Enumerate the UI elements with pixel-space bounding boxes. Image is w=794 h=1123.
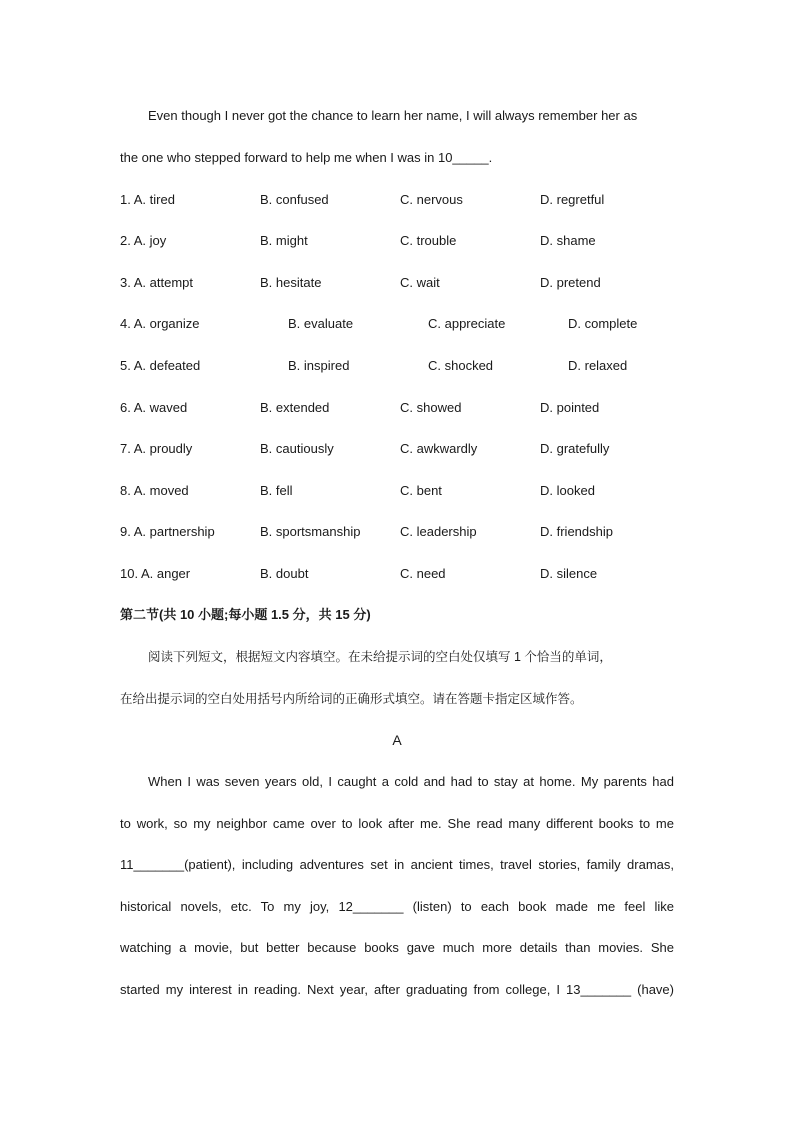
option-c: C. leadership [400, 524, 477, 539]
section-heading: 第二节(共 10 小题;每小题 1.5 分，共 15 分) [120, 607, 371, 622]
option-d: D. pretend [540, 275, 601, 290]
option-d: D. friendship [540, 524, 613, 539]
option-b: B. extended [260, 400, 330, 415]
question-options-row [120, 315, 680, 333]
option-b: B. inspired [288, 358, 350, 373]
passage-line: Even though I never got the chance to learn her name, I will always remember her as [148, 108, 638, 123]
option-c: C. nervous [400, 192, 463, 207]
option-d: D. pointed [540, 400, 600, 415]
option-c: C. need [400, 566, 446, 581]
option-a: 4. A. organize [120, 316, 200, 331]
instruction-line: 阅读下列短文，根据短文内容填空。在未给提示词的空白处仅填写 1 个恰当的单词， [148, 650, 612, 664]
passage-line: When I was seven years old, I caught a cold and had to stay at home. My parents had [148, 774, 674, 789]
option-d: D. silence [540, 566, 598, 581]
option-c: C. wait [400, 275, 440, 290]
option-b: B. doubt [260, 566, 309, 581]
question-options-row [120, 399, 680, 417]
option-a: 2. A. joy [120, 233, 167, 248]
option-b: B. evaluate [288, 316, 354, 331]
option-d: D. shame [540, 233, 596, 248]
option-c: C. appreciate [428, 316, 506, 331]
question-options-row [120, 523, 680, 541]
passage-line: the one who stepped forward to help me when I was in 10_____. [120, 150, 493, 165]
option-a: 1. A. tired [120, 192, 175, 207]
part-label: A [392, 732, 402, 748]
option-a: 10. A. anger [120, 566, 191, 581]
question-options-row [120, 191, 680, 209]
option-a: 9. A. partnership [120, 524, 215, 539]
question-options-row [120, 565, 680, 583]
question-options-row [120, 440, 680, 458]
option-b: B. fell [260, 483, 293, 498]
passage-line: to work, so my neighbor came over to look after me. She read many different books to me [120, 816, 674, 831]
option-a: 7. A. proudly [120, 441, 193, 456]
option-d: D. relaxed [568, 358, 628, 373]
option-b: B. hesitate [260, 275, 322, 290]
option-d: D. looked [540, 483, 595, 498]
option-a: 5. A. defeated [120, 358, 201, 373]
passage-line: historical novels, etc. To my joy, 12_______ (listen) to each book made me feel like [120, 899, 674, 914]
option-c: C. bent [400, 483, 442, 498]
option-b: B. cautiously [260, 441, 334, 456]
passage-line: 11_______(patient), including adventures set in ancient times, travel stories, family dramas, [120, 857, 674, 872]
option-a: 6. A. waved [120, 400, 188, 415]
passage-line: watching a movie, but better because books gave much more details than movies. She [120, 940, 674, 955]
option-c: C. showed [400, 400, 462, 415]
question-options-row [120, 482, 680, 500]
question-options-row [120, 232, 680, 250]
option-b: B. confused [260, 192, 329, 207]
option-c: C. awkwardly [400, 441, 478, 456]
option-d: D. complete [568, 316, 638, 331]
option-d: D. regretful [540, 192, 605, 207]
option-c: C. trouble [400, 233, 457, 248]
option-d: D. gratefully [540, 441, 610, 456]
option-a: 3. A. attempt [120, 275, 193, 290]
option-a: 8. A. moved [120, 483, 189, 498]
question-options-row [120, 274, 680, 292]
option-b: B. sportsmanship [260, 524, 361, 539]
question-options-row [120, 357, 680, 375]
option-c: C. shocked [428, 358, 494, 373]
option-b: B. might [260, 233, 308, 248]
instruction-line: 在给出提示词的空白处用括号内所给词的正确形式填空。请在答题卡指定区域作答。 [120, 692, 583, 706]
passage-line: started my interest in reading. Next year, after graduating from college, I 13_______ (have) [120, 982, 674, 997]
